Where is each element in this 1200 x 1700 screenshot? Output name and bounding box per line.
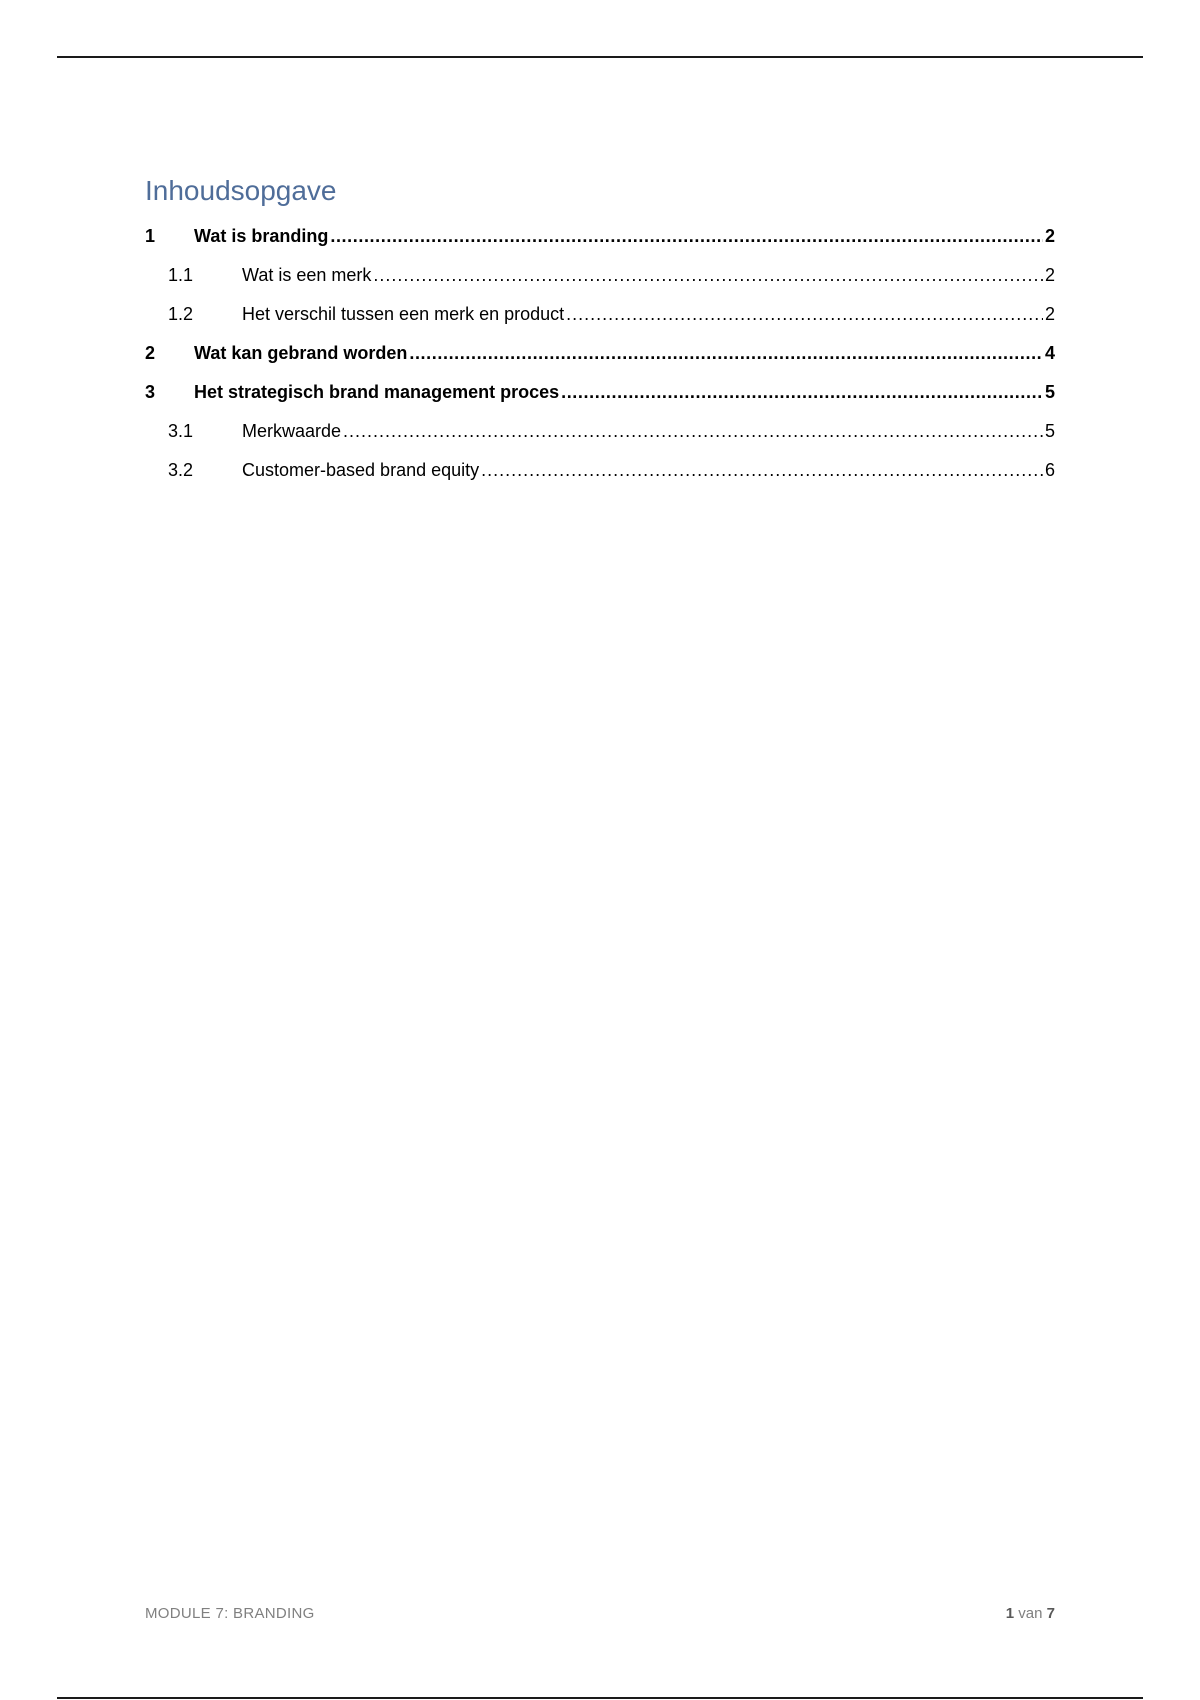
toc-dot-leader (330, 225, 1043, 247)
toc-entry-number: 3.2 (168, 460, 194, 480)
toc-title: Inhoudsopgave (145, 175, 337, 206)
footer-page-separator: van (1018, 1605, 1043, 1622)
page-footer (145, 1605, 1055, 1631)
footer-page-current: 1 (1005, 1605, 1015, 1622)
toc-entry-number: 1.1 (168, 265, 194, 285)
toc-entry-number: 3 (145, 382, 156, 402)
footer-module-title: MODULE 7: BRANDING (145, 1605, 315, 1622)
toc-entry-text: Wat is een merk (242, 265, 372, 285)
toc-entry[interactable] (145, 292, 1055, 331)
toc-entry-number: 1 (145, 226, 156, 246)
toc-entry-page: 2 (1044, 265, 1055, 285)
toc-entry-page: 4 (1044, 343, 1055, 363)
toc-entry-page: 5 (1044, 382, 1055, 402)
toc-dot-leader (343, 420, 1043, 442)
toc-entry-text: Het verschil tussen een merk en product (242, 304, 565, 324)
toc-entry-page: 6 (1044, 460, 1055, 480)
footer-page-total: 7 (1046, 1605, 1055, 1622)
footer-rule (57, 1697, 1143, 1699)
toc-entry[interactable] (145, 214, 1055, 253)
toc-dot-leader (561, 381, 1043, 403)
toc-entry-page: 5 (1044, 421, 1055, 441)
toc-entry-text: Wat kan gebrand worden (194, 343, 408, 363)
toc-dot-leader (566, 303, 1043, 325)
header-rule (57, 56, 1143, 58)
toc-entry[interactable] (145, 370, 1055, 409)
toc-entry[interactable] (145, 253, 1055, 292)
toc-entry-number: 1.2 (168, 304, 194, 324)
toc-entry-text: Het strategisch brand management proces (194, 382, 560, 402)
toc-dot-leader (373, 264, 1043, 286)
toc-entry-text: Wat is branding (194, 226, 329, 246)
footer-page-number (1006, 1605, 1055, 1622)
toc-entry-number: 3.1 (168, 421, 194, 441)
toc-entry[interactable] (145, 331, 1055, 370)
toc-dot-leader (481, 459, 1043, 481)
toc-entry-page: 2 (1044, 226, 1055, 246)
toc-entry-text: Customer-based brand equity (242, 460, 480, 480)
toc-entry[interactable] (145, 409, 1055, 448)
toc-dot-leader (409, 342, 1043, 364)
toc-entry[interactable] (145, 448, 1055, 487)
toc-entry-text: Merkwaarde (242, 421, 342, 441)
toc-entry-page: 2 (1044, 304, 1055, 324)
table-of-contents (145, 172, 1055, 487)
toc-entry-number: 2 (145, 343, 156, 363)
